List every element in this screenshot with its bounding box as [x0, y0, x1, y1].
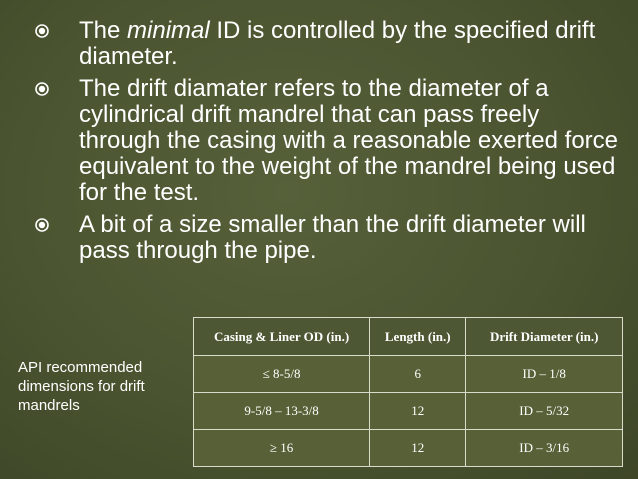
bullet-item [18, 76, 618, 206]
table-cell: ID – 1/8 [466, 356, 623, 393]
circled-dot-icon [35, 24, 49, 38]
table-row [194, 393, 623, 430]
bullet-item [18, 212, 618, 264]
table-row [194, 356, 623, 393]
table-caption: API recommended dimensions for drift mandrels [18, 359, 145, 414]
drift-dimensions-table [193, 317, 623, 467]
bullet-text: The drift diamater refers to the diameter of a cylindrical drift mandrel that can pass freely through the casing with a reasonable exerted force equivalent to the weight of the mandrel being used for the test. [79, 75, 619, 206]
bullet-item [18, 18, 618, 70]
table-row [194, 430, 623, 467]
table-cell: ≥ 16 [194, 430, 370, 467]
column-header: Drift Diameter (in.) [466, 318, 623, 356]
table-cell: 6 [370, 356, 466, 393]
circled-dot-icon [35, 82, 49, 96]
emphasis-text: minimal [127, 17, 210, 44]
table-header-row [194, 318, 623, 356]
table-cell: ≤ 8-5/8 [194, 356, 370, 393]
bullet-text: The minimal ID is controlled by the specified drift diameter. [79, 17, 596, 70]
circled-dot-icon [35, 218, 49, 232]
column-header: Length (in.) [370, 318, 466, 356]
bullet-text: A bit of a size smaller than the drift diameter will pass through the pipe. [79, 211, 586, 264]
table-cell: 9-5/8 – 13-3/8 [194, 393, 370, 430]
table-cell: ID – 3/16 [466, 430, 623, 467]
table-cell: 12 [370, 430, 466, 467]
bullet-list [18, 18, 618, 270]
column-header: Casing & Liner OD (in.) [194, 318, 370, 356]
table-cell: 12 [370, 393, 466, 430]
table-cell: ID – 5/32 [466, 393, 623, 430]
